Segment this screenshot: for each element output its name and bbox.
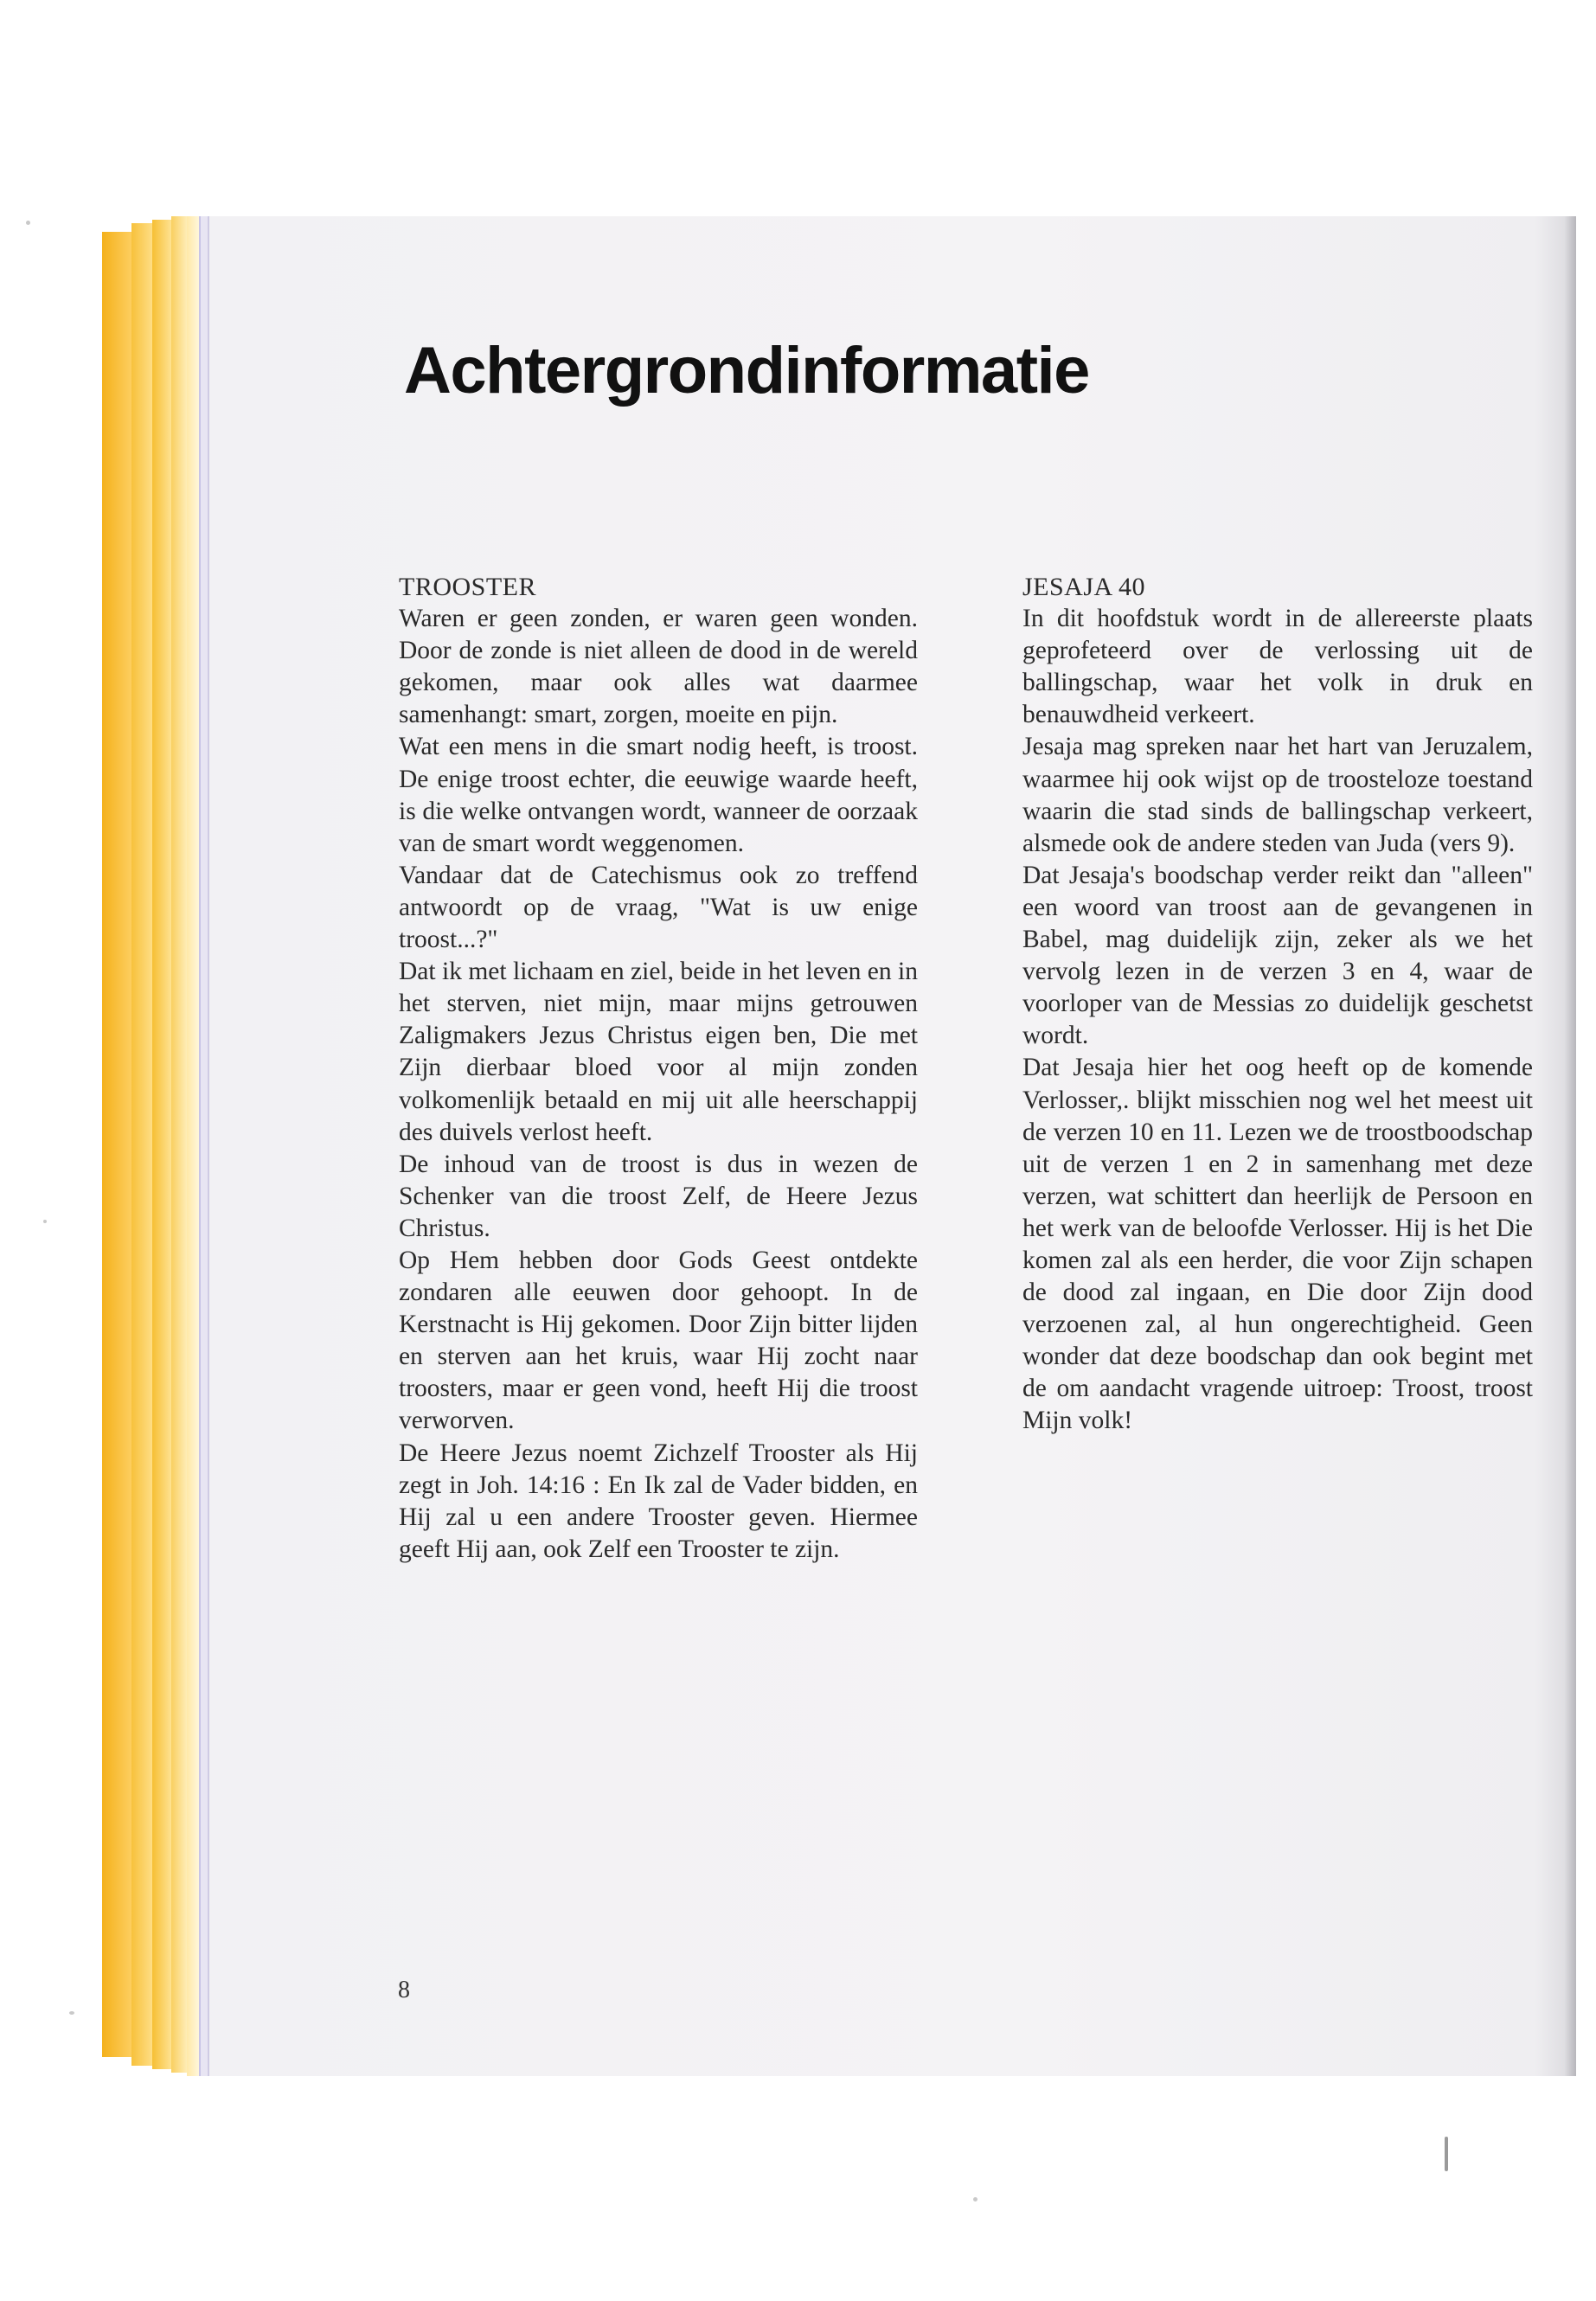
paragraph: Dat ik met lichaam en ziel, beide in het leven en in het sterven, niet mijn, maar mijns getrouwen Zaligmakers Jezus Christus eigen ben, Die met Zijn dierbaar bloed voor al mijn zonden volkomenlijk betaald en mij uit alle heerschappij des duivels verlost heeft. (399, 958, 918, 1146)
paragraph: Waren er geen zonden, er waren geen wonden. Door de zonde is niet alleen de dood in de wereld gekomen, maar ook alles wat daarmee samenhangt: smart, zorgen, moeite en pijn. (399, 605, 918, 729)
paragraph: Wat een mens in die smart nodig heeft, is troost. De enige troost echter, die eeuwige waarde heeft, is die welke ontvangen wordt, wanneer de oorzaak van de smart wordt weggenomen. (399, 733, 918, 857)
book-page (208, 216, 1576, 2076)
paragraph: Jesaja mag spreken naar het hart van Jeruzalem, waarmee hij ook wijst op de troosteloze toestand waarin die stad sinds de ballingschap verkeert, alsmede ook de andere steden van Juda (vers 9). (1022, 733, 1533, 857)
scan-speck (26, 221, 30, 225)
paragraph: De Heere Jezus noemt Zichzelf Trooster als Hij zegt in Joh. 14:16 : En Ik zal de Vader bidden, en Hij zal u een andere Trooster geven. Hiermee geeft Hij aan, ook Zelf een Trooster te zijn. (399, 1439, 918, 1563)
page-number: 8 (398, 1977, 410, 2003)
right-column (1022, 571, 1533, 1438)
paragraph: Dat Jesaja's boodschap verder reikt dan "alleen" een woord van troost aan de gevangenen in Babel, mag duidelijk zijn, zeker als we het vervolg lezen in de verzen 3 en 4, waar de voorloper van de Messias zo duidelijk geschetst wordt. (1022, 861, 1533, 1050)
scan-speck (1445, 2137, 1448, 2171)
paragraph: Vandaar dat de Catechismus ook zo treffend antwoordt op de vraag, "Wat is uw enige troost...?" (399, 861, 918, 954)
paragraph: De inhoud van de troost is dus in wezen de Schenker van die troost Zelf, de Heere Jezus Christus. (399, 1150, 918, 1242)
scan-speck (69, 2011, 74, 2015)
page-edge (171, 216, 189, 2073)
paragraph: In dit hoofdstuk wordt in de allereerste plaats geprofeteerd over de verlossing uit de ballingschap, waar het volk in druk en benauwdheid verkeert. (1022, 605, 1533, 729)
page-edge (131, 223, 154, 2066)
left-column (399, 571, 918, 1566)
section-heading-jesaja: JESAJA 40 (1022, 573, 1146, 601)
scan-speck (973, 2197, 977, 2202)
page-title: Achtergrondinformatie (404, 334, 1089, 407)
page-edge (152, 220, 173, 2069)
paragraph: Op Hem hebben door Gods Geest ontdekte zondaren alle eeuwen door gehoopt. In de Kerstnacht is Hij gekomen. Door Zijn bitter lijden en sterven aan het kruis, waar Hij zocht naar troosters, maar er geen vond, heeft Hij die troost verworven. (399, 1246, 918, 1435)
scan-speck (43, 1220, 47, 1223)
paragraph: Dat Jesaja hier het oog heeft op de komende Verlosser,. blijkt misschien nog wel het meest uit de verzen 10 en 11. Lezen we de troostboodschap uit de verzen 1 en 2 in samenhang met deze verzen, wat schittert dan heerlijk de Persoon en het werk van de beloofde Verlosser. Hij is het Die komen zal als een herder, die voor Zijn schapen de dood zal ingaan, en Die door Zijn dood verzoenen zal, al hun ongerechtigheid. Geen wonder dat deze boodschap dan ook begint met de om aandacht vragende uitroep: Troost, troost Mijn volk! (1022, 1054, 1533, 1435)
page-binding-shadow (1564, 216, 1576, 2076)
section-heading-trooster: TROOSTER (399, 573, 537, 601)
